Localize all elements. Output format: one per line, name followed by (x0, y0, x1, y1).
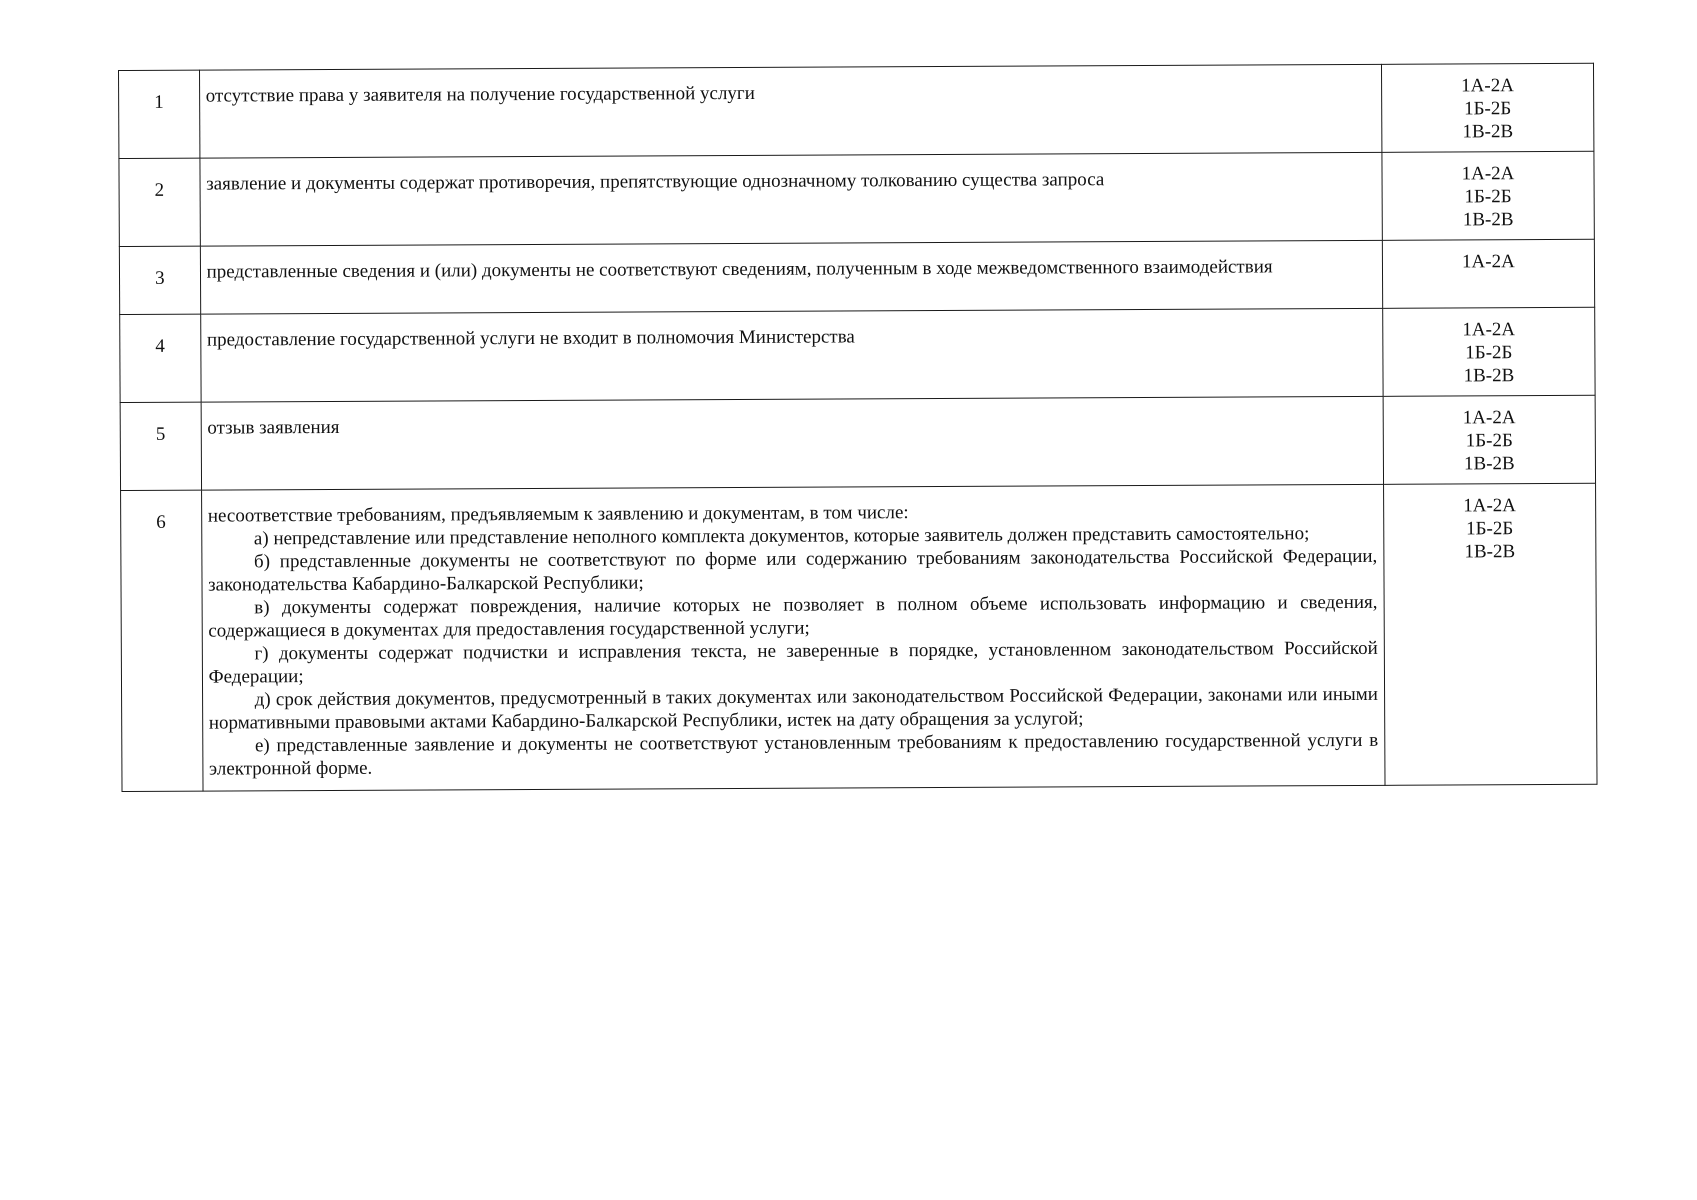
row-number: 2 (119, 158, 200, 246)
codes-cell (1383, 395, 1596, 484)
row-number: 5 (120, 402, 201, 490)
reason-text: отсутствие права у заявителя на получение государственной услуги (199, 64, 1382, 158)
reason-text: отзыв заявления (201, 396, 1384, 490)
reason-text: заявление и документы содержат противоречия, препятствующие однозначному толкованию существа запроса (200, 152, 1383, 246)
row-number: 6 (121, 490, 203, 791)
code-value: 1В-2В (1463, 453, 1515, 475)
reason-text: представленные сведения и (или) документы не соответствуют сведениям, полученным в ходе межведомственного взаимодействия (200, 240, 1383, 314)
table-row (121, 483, 1597, 791)
table-row (119, 239, 1594, 314)
codes-cell (1383, 483, 1597, 785)
code-value: 1Б-2Б (1466, 518, 1514, 540)
code-value: 1А-2А (1462, 407, 1516, 429)
table-row (119, 151, 1594, 246)
codes-cell (1382, 239, 1594, 308)
table-row (120, 395, 1595, 490)
code-value: 1А-2А (1463, 495, 1517, 517)
subitem-e: е) представленные заявление и документы не соответствуют установленным требованиям к предоставлению государственной услуги в электронной форме. (208, 729, 1379, 780)
codes-cell (1383, 307, 1596, 396)
code-value: 1Б-2Б (1464, 186, 1512, 208)
subitem-g: г) документы содержат подчистки и исправления текста, не заверенные в порядке, установленном законодательством Российской Федерации; (208, 637, 1378, 688)
table-row (119, 63, 1594, 158)
code-value: 1Б-2Б (1465, 430, 1513, 452)
reason-intro: несоответствие требованиям, предъявляемым к заявлению и документам, в том числе: (207, 502, 909, 527)
code-value: 1А-2А (1462, 319, 1516, 341)
codes-cell (1381, 63, 1594, 152)
code-value: 1Б-2Б (1464, 98, 1512, 120)
codes-cell (1382, 151, 1595, 240)
reason-text-block (201, 484, 1385, 791)
code-value: 1В-2В (1463, 365, 1515, 387)
code-value: 1В-2В (1462, 121, 1514, 143)
refusal-reasons-table (118, 63, 1598, 792)
table-row (120, 307, 1595, 402)
subitem-v: в) документы содержат повреждения, наличие которых не позволяет в полном объеме использовать информацию и сведения, содержащиеся в документах для предоставления государственной услуги; (208, 591, 1378, 642)
row-number: 3 (119, 246, 200, 314)
code-value: 1В-2В (1462, 209, 1514, 231)
subitem-a: а) непредставление или представление неполного комплекта документов, которые заявитель должен представить самостоятельно; (253, 523, 1310, 550)
reason-text: предоставление государственной услуги не входит в полномочия Министерства (200, 308, 1383, 402)
code-value: 1А-2А (1461, 163, 1515, 185)
code-value: 1В-2В (1464, 541, 1516, 563)
code-value: 1Б-2Б (1465, 342, 1513, 364)
code-value: 1А-2А (1461, 251, 1515, 273)
code-value: 1А-2А (1461, 75, 1514, 97)
row-number: 1 (119, 70, 200, 158)
subitem-d: д) срок действия документов, предусмотренный в таких документах или законодательством Российской Федерации, законами или иными нормативными правовыми актами Кабардино-Балкарской Республики, истек на дату обращения за услугой; (208, 683, 1378, 734)
subitem-b: б) представленные документы не соответствуют по форме или содержанию требованиям законодательства Российской Федерации, законодательства Кабардино-Балкарской Республики; (208, 545, 1378, 596)
row-number: 4 (120, 314, 201, 402)
